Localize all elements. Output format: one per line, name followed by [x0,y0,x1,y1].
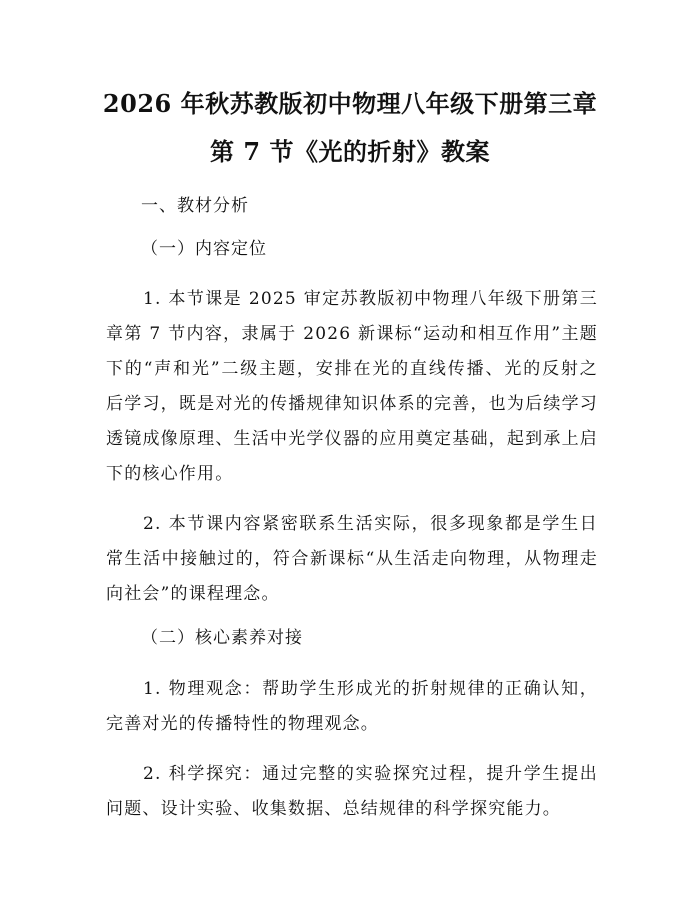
document-title-line-2: 第 7 节《光的折射》教案 [210,137,490,166]
section-heading-textbook-analysis: 一、教材分析 [141,196,249,216]
document-title-line-1: 2026 年秋苏教版初中物理八年级下册第三章 [102,89,598,118]
paragraph-content-positioning-2: 2. 本节课内容紧密联系生活实际，很多现象都是学生日常生活中接触过的，符合新课标“从生活走向物理，从物理走向社会”的课程理念。 [106,514,598,604]
subsection-heading-core-literacy: （二）核心素养对接 [141,628,303,648]
paragraph-core-literacy-2: 2. 科学探究：通过完整的实验探究过程，提升学生提出问题、设计实验、收集数据、总结规律的科学探究能力。 [106,764,598,819]
paragraph-core-literacy-1: 1. 物理观念：帮助学生形成光的折射规律的正确认知，完善对光的传播特性的物理观念。 [106,679,598,734]
subsection-heading-content-positioning: （一）内容定位 [141,239,267,259]
paragraph-content-positioning-1: 1. 本节课是 2025 审定苏教版初中物理八年级下册第三章第 7 节内容，隶属于 2026 新课标“运动和相互作用”主题下的“声和光”二级主题，安排在光的直线传播、光的反射之后学习，既是对光的传播规律知识体系的完善，也为后续学习透镜成像原理、生活中光学仪器的应用奠定基础，起到承上启下的核心作用。 [106,289,598,484]
